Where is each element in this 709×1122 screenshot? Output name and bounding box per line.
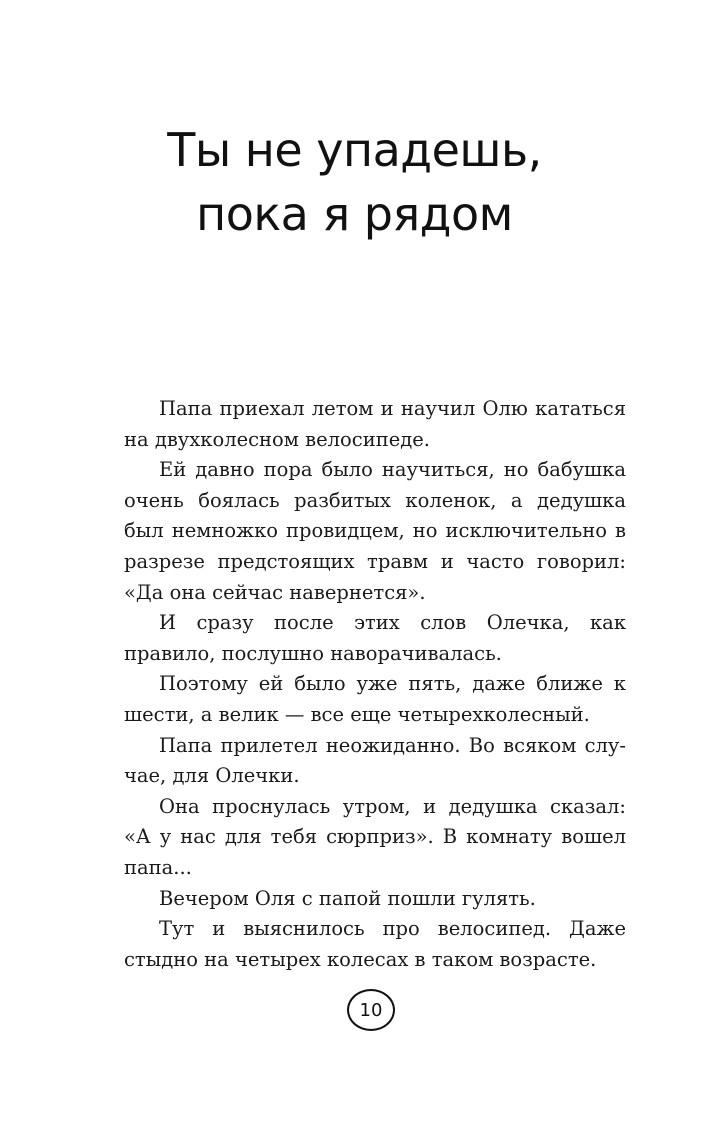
paragraph: Поэтому ей было уже пять, даже ближе к шести, а велик — все еще четырехколесный. [124, 672, 626, 726]
chapter-title-line-2: пока я рядом [196, 187, 513, 241]
body-text [124, 394, 626, 975]
paragraph: Ей давно пора было научиться, но бабушка очень боялась разбитых коленок, а дедушка был немножко провидцем, но исключительно в разрезе предстоящих травм и часто говорил: «Да она сейчас навернется». [124, 458, 626, 604]
paragraph: Вечером Оля с папой пошли гулять. [159, 886, 536, 910]
page-number: 10 [359, 999, 383, 1021]
chapter-title-line-1: Ты не упадешь, [167, 123, 542, 177]
paragraph: И сразу после этих слов Олечка, как правило, послушно наворачивалась. [124, 611, 626, 665]
paragraph: Она проснулась утром, и дедушка сказал: «А у нас для тебя сюрприз». В комнату вошел папа... [124, 794, 626, 879]
paragraph: Папа приехал летом и научил Олю кататься на двухколесном велосипеде. [124, 397, 626, 451]
paragraph: Тут и выяснилось про велосипед. Даже стыдно на четырех колесах в таком возрасте. [124, 917, 626, 971]
chapter-title [0, 118, 709, 246]
page-number-badge [347, 989, 395, 1031]
paragraph: Папа прилетел неожиданно. Во всяком случае, для Олечки. [124, 733, 626, 788]
